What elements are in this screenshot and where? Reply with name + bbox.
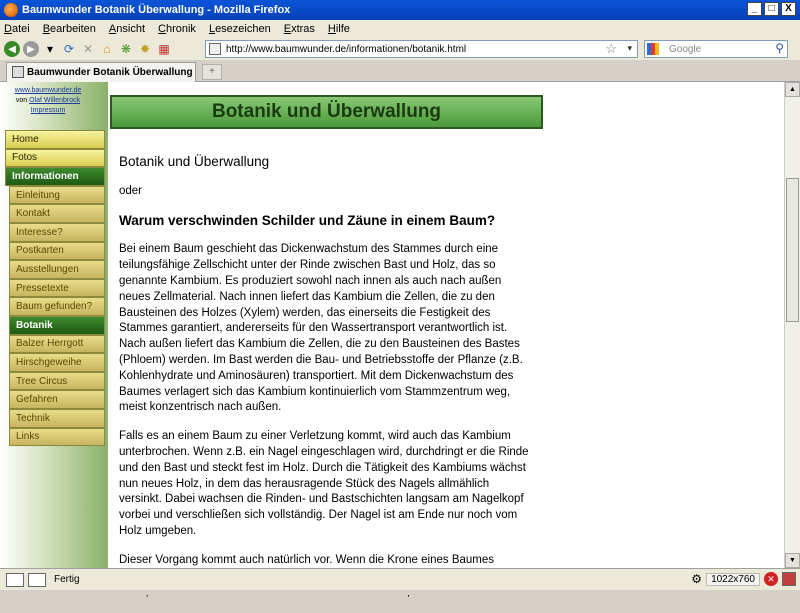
article [119, 154, 529, 613]
status-bar [0, 568, 800, 590]
gear-icon[interactable]: ⚙ [691, 572, 703, 586]
nav-interesse[interactable]: Interesse? [9, 223, 105, 242]
nav-fotos[interactable]: Fotos [5, 149, 105, 168]
tab-bar [0, 60, 800, 82]
article-question: Warum verschwinden Schilder und Zäune in einem Baum? [119, 212, 496, 228]
menu-hilfe[interactable]: Hilfe [327, 23, 350, 35]
nav-gefahren[interactable]: Gefahren [9, 390, 105, 409]
reload-icon[interactable]: ⟳ [63, 42, 75, 56]
url-bar[interactable] [205, 40, 638, 58]
sidebar-nav [5, 130, 105, 446]
article-paragraph-3: Dieser Vorgang kommt auch natürlich vor. Wenn die Krone eines Baumes [119, 553, 495, 566]
firefox-icon [4, 3, 18, 17]
nav-hirschgeweihe[interactable]: Hirschgeweihe [9, 353, 105, 372]
tab-baumwunder[interactable] [6, 62, 196, 82]
site-identity-icon[interactable] [209, 43, 221, 55]
nav-botanik[interactable]: Botanik [9, 316, 105, 335]
status-text: Fertig [54, 574, 80, 585]
scroll-thumb[interactable] [786, 178, 799, 322]
impressum-link[interactable]: Impressum [30, 107, 66, 114]
author-link[interactable]: Olaf Willenbrock [29, 97, 81, 104]
addon-status-icon[interactable] [782, 572, 796, 586]
nav-baum-gefunden[interactable]: Baum gefunden? [9, 297, 105, 316]
addon-icon[interactable]: ❋ [120, 42, 132, 56]
window-titlebar [0, 0, 800, 20]
forward-arrow-icon[interactable]: ▶ [23, 41, 39, 57]
vertical-scrollbar[interactable] [784, 82, 800, 568]
menu-bearbeiten[interactable]: Bearbeiten [42, 23, 96, 35]
status-right [691, 572, 796, 586]
sidebar-credits [0, 86, 96, 116]
page-banner: Botanik und Überwallung [110, 95, 543, 129]
tab-favicon-icon [12, 66, 24, 78]
puzzle-icon[interactable]: ✸ [139, 42, 151, 56]
tab-label: Baumwunder Botanik Überwallung [27, 67, 193, 78]
menu-chronik[interactable]: Chronik [158, 23, 196, 35]
menu-extras[interactable]: Extras [283, 23, 315, 35]
article-heading: Botanik und Überwallung [119, 154, 270, 169]
search-input[interactable] [644, 40, 788, 58]
article-paragraph-1: Bei einem Baum geschieht das Dickenwachstum des Stammes durch eine teilungsfähige Zellschicht unter der Rinde zwischen Bast und Holz, das so genannte Kambium. Es produziert sowohl nach innen als auch nach außen neues Zellmaterial. Nach innen liefert das Kambium die Zellen, die zu den Bausteinen des Holzes (Xylem) werden, das einerseits die Festigkeit des Stammes garantiert, andererseits für den Wassertransport verantwortlich ist. Nach außen liefert das Kambium die Zellen, die zu den Bausteinen des Bastes (Phloem) werden. Im Bast werden die Bau- und Betriebsstoffe der Pflanze (z.B. Kohlenhydrate und Aminosäuren) transportiert. Mit dem Dickenwachstum des Baumes verlagert sich das Kambium kontinuierlich vom Stammzentrum weg, meist konzentrisch nach außen. [119, 243, 523, 414]
window-controls [747, 2, 796, 16]
nav-einleitung[interactable]: Einleitung [9, 186, 105, 205]
nav-technik[interactable]: Technik [9, 409, 105, 428]
screen-icon[interactable] [28, 573, 46, 587]
navigation-toolbar [0, 38, 800, 60]
url-text: http://www.baumwunder.de/informationen/botanik.html [226, 43, 467, 55]
search-placeholder: Google [669, 43, 702, 55]
new-tab-button[interactable]: + [202, 64, 222, 80]
nav-pressetexte[interactable]: Pressetexte [9, 279, 105, 298]
nav-informationen[interactable]: Informationen [5, 167, 105, 186]
addon-red-icon[interactable]: ▦ [158, 42, 170, 56]
window-title: Baumwunder Botanik Überwallung - Mozilla Firefox [22, 4, 291, 16]
article-paragraph-2: Falls es an einem Baum zu einer Verletzung kommt, wird auch das Kambium unterbrochen. Wenn z.B. ein Nagel eingeschlagen wird, durchdringt er die Rinde und den Bast und steckt fest im Holz. Durch die Tätigkeit des Kambiums wächst nun neues Holz, in dem das herausragende Stück des Nagels allmählich versinkt. Dabei wachsen die Rinden- und Bastschichten langsam am Nagelkopf vorbei und verschließen sich vollständig. Der Nagel ist am Ende nur noch vom Holz umgeben. [119, 430, 529, 537]
maximize-button[interactable]: □ [764, 2, 779, 16]
nav-tree-circus[interactable]: Tree Circus [9, 372, 105, 391]
nav-balzer-herrgott[interactable]: Balzer Herrgott [9, 335, 105, 354]
bookmark-star-icon[interactable]: ☆ [605, 41, 617, 56]
minimize-button[interactable]: _ [747, 2, 762, 16]
close-button[interactable]: X [781, 2, 796, 16]
history-dropdown-icon[interactable]: ▾ [46, 42, 54, 56]
menu-ansicht[interactable]: Ansicht [108, 23, 146, 35]
menu-datei[interactable]: Datei [4, 23, 30, 35]
scroll-up-icon[interactable]: ▲ [785, 82, 800, 97]
site-link[interactable]: www.baumwunder.de [14, 87, 82, 94]
sidebar [0, 82, 108, 568]
google-engine-icon[interactable] [647, 43, 659, 55]
nav-home[interactable]: Home [5, 130, 105, 149]
resolution-display[interactable]: 1022x760 [706, 573, 760, 586]
nav-postkarten[interactable]: Postkarten [9, 242, 105, 261]
by-prefix: von [15, 97, 28, 104]
scroll-down-icon[interactable]: ▼ [785, 553, 800, 568]
nav-links[interactable]: Links [9, 428, 105, 447]
menu-bar [0, 20, 800, 38]
sidebar-toggle-icon[interactable] [6, 573, 24, 587]
window-bottom-border [0, 590, 800, 595]
nav-kontakt[interactable]: Kontakt [9, 204, 105, 223]
menu-lesezeichen[interactable]: Lesezeichen [208, 23, 271, 35]
block-icon[interactable]: ✕ [764, 572, 778, 586]
page-viewport [0, 82, 784, 568]
article-oder: oder [119, 184, 143, 197]
home-icon[interactable]: ⌂ [103, 42, 111, 56]
nav-ausstellungen[interactable]: Ausstellungen [9, 260, 105, 279]
stop-icon[interactable]: ✕ [82, 42, 94, 56]
search-icon[interactable]: ⚲ [775, 41, 784, 55]
url-dropdown-icon[interactable]: ▾ [627, 43, 632, 53]
back-arrow-icon[interactable]: ◀ [4, 41, 20, 57]
